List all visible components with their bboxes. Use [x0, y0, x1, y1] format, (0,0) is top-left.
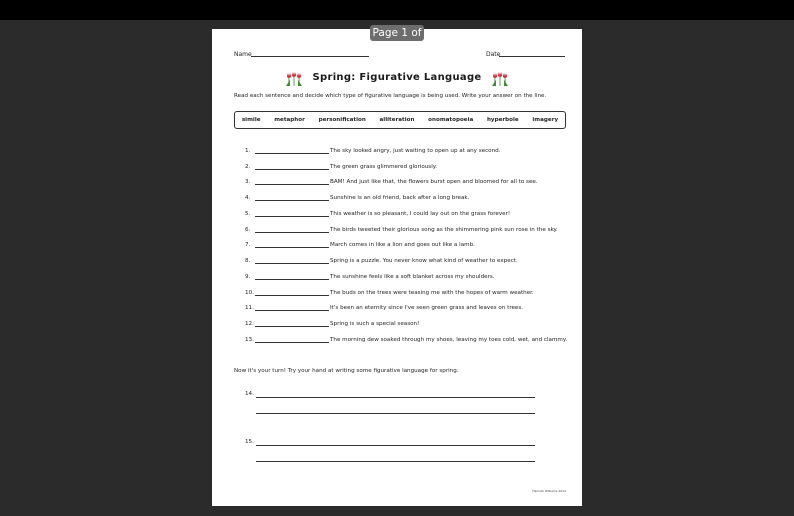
answer-blank[interactable]: [255, 226, 329, 233]
question-item: 4. Sunshine is an old friend, back after a long break.: [245, 195, 470, 201]
question-item: 9. The sunshine feels like a soft blanket across my shoulders.: [245, 274, 495, 280]
answer-blank[interactable]: [255, 210, 329, 217]
question-item: 6. The birds tweeted their glorious song as the shimmering pink sun rose in the sky.: [245, 227, 558, 233]
question-text: March comes in like a lion and goes out like a lamb.: [330, 242, 475, 248]
question-item: 5. This weather is so pleasant, I could lay out on the grass forever!: [245, 211, 511, 217]
question-text: It's been an eternity since I've seen green grass and leaves on trees.: [330, 305, 524, 311]
question-text: The sky looked angry, just waiting to open up at any second.: [330, 148, 501, 154]
question-text: The birds tweeted their glorious song as the shimmering pink sun rose in the sky.: [330, 227, 558, 233]
question-item: 8. Spring is a puzzle. You never know what kind of weather to expect.: [245, 258, 518, 264]
question-item: 10. The buds on the trees were teasing me with the hopes of warm weather.: [245, 290, 534, 296]
word-bank-term: simile: [241, 117, 261, 123]
question-item: 13. The morning dew soaked through my shoes, leaving my toes cold, wet, and clammy.: [245, 337, 568, 343]
writing-item-number: 15.: [245, 439, 254, 445]
instructions: Read each sentence and decide which type of figurative language is being used. Write your answer on the line.: [234, 93, 547, 99]
question-item: 3. BAM! And just like that, the flowers burst open and bloomed for all to see.: [245, 179, 538, 185]
writing-line[interactable]: [256, 445, 535, 446]
word-bank-term: hyperbole: [486, 117, 519, 123]
name-line: [251, 56, 369, 57]
question-text: The sunshine feels like a soft blanket across my shoulders.: [330, 274, 495, 280]
word-bank-term: metaphor: [274, 117, 305, 123]
question-item: 7. March comes in like a lion and goes out like a lamb.: [245, 242, 475, 248]
date-line: [499, 56, 565, 57]
page-indicator: Page 1 of 2: [370, 25, 424, 41]
word-bank: [234, 111, 566, 129]
answer-blank[interactable]: [255, 241, 329, 248]
credit-text: Hannah Williams 2014: [532, 489, 566, 493]
answer-blank[interactable]: [255, 273, 329, 280]
question-text: BAM! And just like that, the flowers burst open and bloomed for all to see.: [330, 179, 538, 185]
name-label: Name: [234, 51, 252, 58]
question-text: Spring is a puzzle. You never know what kind of weather to expect.: [330, 258, 518, 264]
answer-blank[interactable]: [255, 163, 329, 170]
question-text: The buds on the trees were teasing me with the hopes of warm weather.: [330, 290, 534, 296]
answer-blank[interactable]: [255, 304, 329, 311]
answer-blank[interactable]: [255, 194, 329, 201]
tulip-icon: [491, 69, 509, 87]
answer-blank[interactable]: [255, 336, 329, 343]
question-text: The morning dew soaked through my shoes, leaving my toes cold, wet, and clammy.: [330, 337, 568, 343]
writing-line[interactable]: [256, 461, 535, 462]
writing-line[interactable]: [256, 413, 535, 414]
tulip-icon: [285, 69, 303, 87]
answer-blank[interactable]: [255, 147, 329, 154]
answer-blank[interactable]: [255, 178, 329, 185]
question-item: 12. Spring is such a special season!: [245, 321, 420, 327]
writing-item-number: 14.: [245, 391, 254, 397]
answer-blank[interactable]: [255, 257, 329, 264]
question-item: 1. The sky looked angry, just waiting to open up at any second.: [245, 148, 501, 154]
writing-prompt: Now it's your turn! Try your hand at writing some figurative language for spring.: [234, 368, 459, 374]
title-row: [212, 67, 582, 87]
document-page: [212, 29, 582, 506]
answer-blank[interactable]: [255, 289, 329, 296]
question-text: This weather is so pleasant, I could lay out on the grass forever!: [330, 211, 511, 217]
question-item: 2. The green grass glimmered gloriously.: [245, 164, 438, 170]
question-item: 11. It's been an eternity since I've seen green grass and leaves on trees.: [245, 305, 524, 311]
question-text: The green grass glimmered gloriously.: [330, 164, 438, 170]
word-bank-term: onomatopoeia: [428, 117, 474, 123]
word-bank-term: personification: [318, 117, 366, 123]
question-text: Spring is such a special season!: [330, 321, 420, 327]
word-bank-term: imagery: [532, 117, 559, 123]
worksheet-title: Spring: Figurative Language: [312, 72, 482, 83]
question-text: Sunshine is an old friend, back after a long break.: [330, 195, 470, 201]
date-label: Date: [486, 51, 501, 58]
writing-line[interactable]: [256, 397, 535, 398]
word-bank-term: alliteration: [379, 117, 415, 123]
answer-blank[interactable]: [255, 320, 329, 327]
viewer-top-bar: [0, 0, 794, 20]
